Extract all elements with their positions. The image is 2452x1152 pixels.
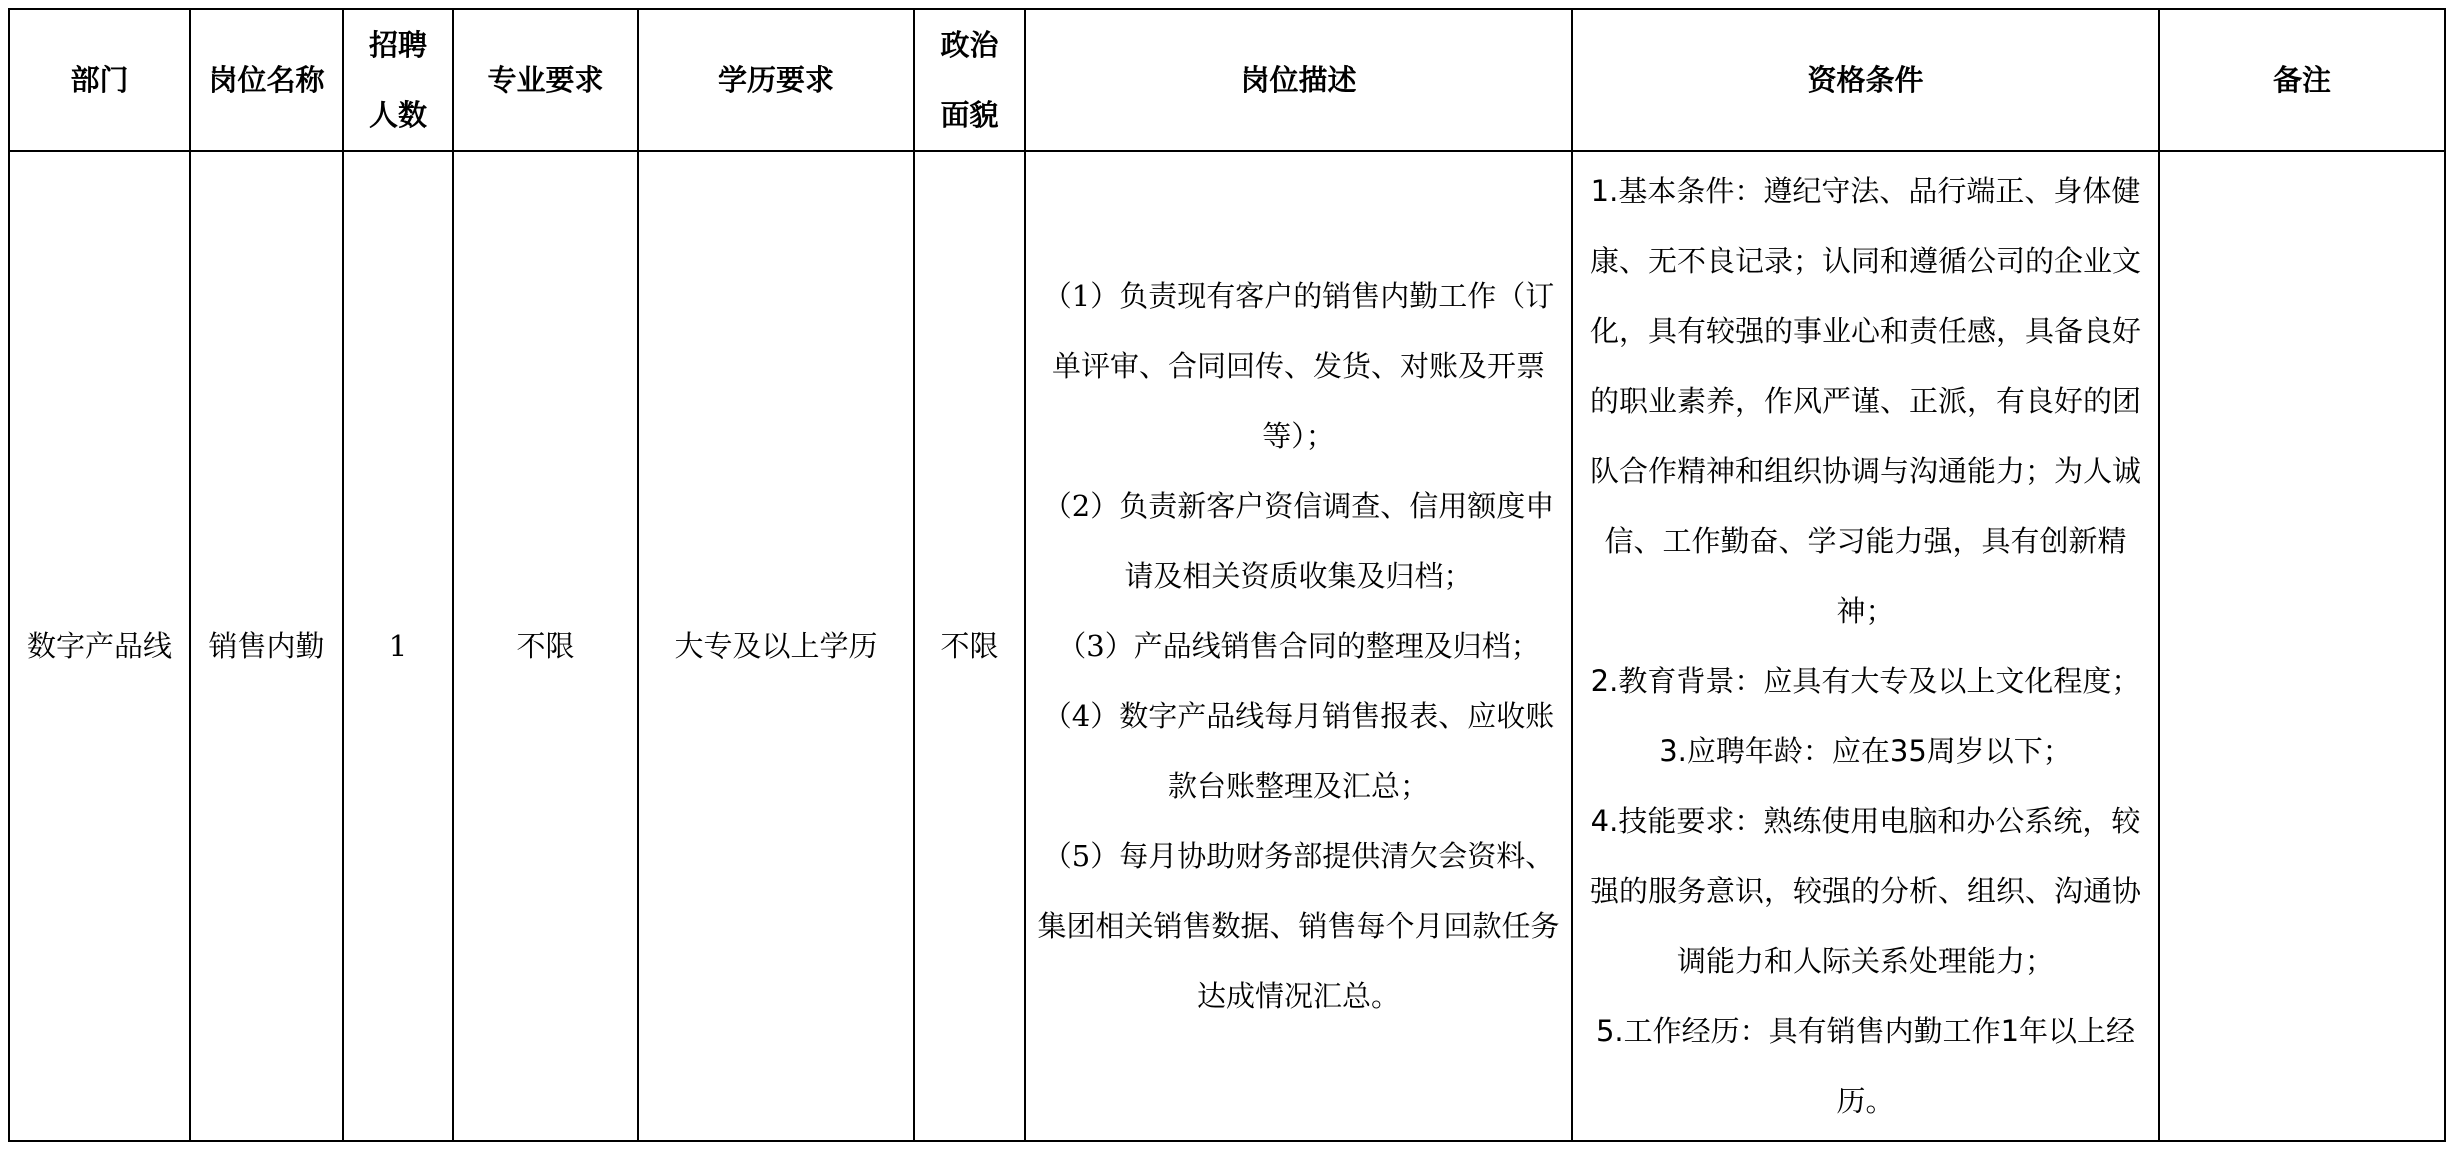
header-notes: 备注 xyxy=(2159,9,2445,151)
qualification-item: 1.基本条件：遵纪守法、品行端正、身体健康、无不良记录；认同和遵循公司的企业文化，具有较强的事业心和责任感，具备良好的职业素养，作风严谨、正派，有良好的团队合作精神和组织协调与沟通能力；为人诚信、工作勤奋、学习能力强，具有创新精神； xyxy=(1589,174,2141,628)
header-dept: 部门 xyxy=(9,9,190,151)
cell-major: 不限 xyxy=(453,151,638,1141)
qualification-item: 4.技能要求：熟练使用电脑和办公系统，较强的服务意识，较强的分析、组织、沟通协调能力和人际关系处理能力； xyxy=(1589,804,2141,978)
description-item: （4）数字产品线每月销售报表、应收账款台账整理及汇总； xyxy=(1042,699,1555,803)
header-row xyxy=(9,9,2445,151)
cell-education: 大专及以上学历 xyxy=(638,151,914,1141)
header-education: 学历要求 xyxy=(638,9,914,151)
qualification-item: 5.工作经历：具有销售内勤工作1年以上经历。 xyxy=(1595,1014,2136,1118)
header-count xyxy=(343,9,453,151)
description-item: （3）产品线销售合同的整理及归档； xyxy=(1057,629,1540,663)
header-political-line2: 面貌 xyxy=(940,98,999,132)
header-count-line1: 招聘 xyxy=(368,28,427,62)
qualification-item: 3.应聘年龄：应在35周岁以下； xyxy=(1659,734,2072,768)
cell-dept: 数字产品线 xyxy=(9,151,190,1141)
cell-position: 销售内勤 xyxy=(190,151,343,1141)
job-posting-table xyxy=(8,8,2446,1142)
cell-notes xyxy=(2159,151,2445,1141)
header-political xyxy=(914,9,1025,151)
header-political-line1: 政治 xyxy=(940,28,999,62)
description-item: （2）负责新客户资信调查、信用额度申请及相关资质收集及归档； xyxy=(1042,489,1555,593)
cell-count: 1 xyxy=(343,151,453,1141)
header-qualifications: 资格条件 xyxy=(1572,9,2159,151)
cell-qualifications xyxy=(1572,151,2159,1141)
header-count-line2: 人数 xyxy=(368,98,427,132)
description-item: （5）每月协助财务部提供清欠会资料、集团相关销售数据、销售每个月回款任务达成情况汇总。 xyxy=(1037,839,1560,1013)
header-major: 专业要求 xyxy=(453,9,638,151)
table-row xyxy=(9,151,2445,1141)
cell-political: 不限 xyxy=(914,151,1025,1141)
qualification-item: 2.教育背景：应具有大专及以上文化程度； xyxy=(1590,664,2141,698)
header-description: 岗位描述 xyxy=(1025,9,1572,151)
cell-description xyxy=(1025,151,1572,1141)
header-position: 岗位名称 xyxy=(190,9,343,151)
description-item: （1）负责现有客户的销售内勤工作（订单评审、合同回传、发货、对账及开票等）； xyxy=(1042,279,1555,453)
